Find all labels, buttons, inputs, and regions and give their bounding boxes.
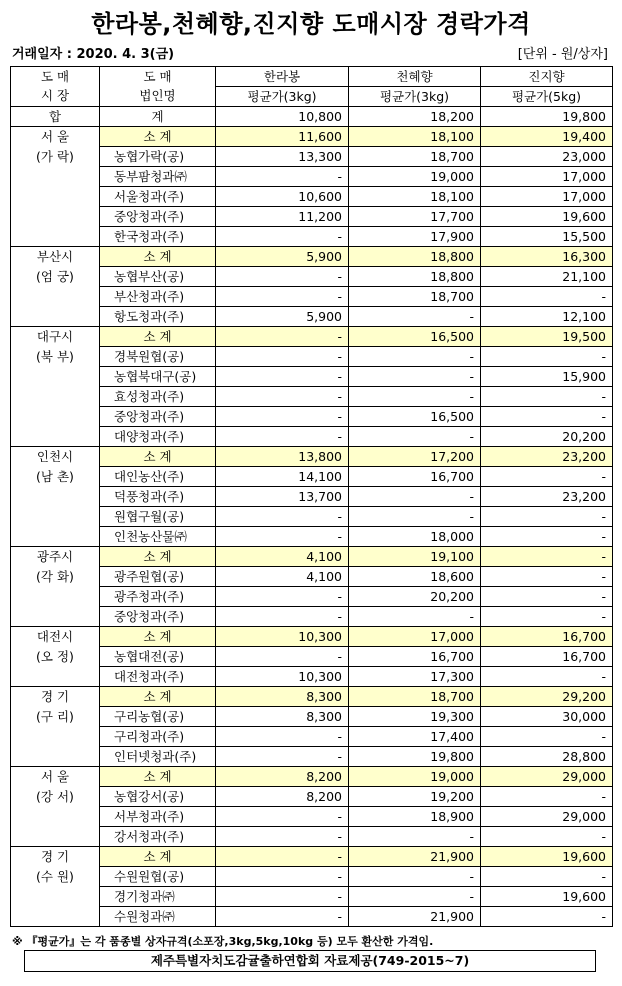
price-cell: 23,000 <box>481 147 613 167</box>
subtotal-row <box>11 547 613 567</box>
table-row <box>11 407 613 427</box>
price-cell: 29,200 <box>481 687 613 707</box>
price-cell: 18,700 <box>349 287 481 307</box>
price-cell: - <box>216 167 349 187</box>
subtotal-label: 소 계 <box>100 247 216 267</box>
price-cell: - <box>349 867 481 887</box>
source-box: 제주특별자치도감귤출하연합회 자료제공(749-2015~7) <box>24 950 596 972</box>
header-price-unit: 평균가(3kg) <box>216 87 349 107</box>
price-cell: 16,700 <box>481 627 613 647</box>
market-cell <box>11 627 100 687</box>
table-row <box>11 487 613 507</box>
price-table <box>10 66 613 927</box>
table-row <box>11 807 613 827</box>
header-price-unit: 평균가(5kg) <box>481 87 613 107</box>
price-cell: 11,600 <box>216 127 349 147</box>
subtotal-label: 소 계 <box>100 327 216 347</box>
subtotal-label: 소 계 <box>100 627 216 647</box>
price-cell: - <box>216 287 349 307</box>
price-cell: 17,400 <box>349 727 481 747</box>
price-cell: 17,200 <box>349 447 481 467</box>
price-cell: - <box>481 507 613 527</box>
price-cell: - <box>481 787 613 807</box>
table-row <box>11 307 613 327</box>
price-cell: 8,300 <box>216 687 349 707</box>
corp-name: 동부팜청과㈜ <box>100 167 216 187</box>
market-area: (구 리) <box>36 709 74 724</box>
price-cell: 4,100 <box>216 567 349 587</box>
market-area: (엄 궁) <box>36 269 74 284</box>
table-row <box>11 427 613 447</box>
footnote: ※ 『평균가』는 각 품종별 상자규격(소포장,3kg,5kg,10kg 등) 모두 환산한 가격임. <box>12 935 434 948</box>
subtotal-label: 소 계 <box>100 127 216 147</box>
header-price-unit: 평균가(3kg) <box>349 87 481 107</box>
price-cell: - <box>481 667 613 687</box>
table-row <box>11 187 613 207</box>
price-cell: - <box>481 347 613 367</box>
market-area: (오 정) <box>36 649 74 664</box>
price-cell: - <box>481 527 613 547</box>
subtotal-row <box>11 327 613 347</box>
market-area: (수 원) <box>36 869 74 884</box>
price-cell: 8,200 <box>216 767 349 787</box>
price-cell: 19,500 <box>481 327 613 347</box>
corp-name: 한국청과(주) <box>100 227 216 247</box>
market-cell <box>11 547 100 627</box>
price-cell: - <box>481 907 613 927</box>
market-name: 대전시 <box>36 629 74 644</box>
header-product: 천혜향 <box>349 67 481 87</box>
price-cell: 17,000 <box>349 627 481 647</box>
subtotal-row <box>11 847 613 867</box>
price-cell: 14,100 <box>216 467 349 487</box>
price-cell: - <box>216 527 349 547</box>
price-cell: 10,300 <box>216 667 349 687</box>
header-product: 진지향 <box>481 67 613 87</box>
price-cell: - <box>349 367 481 387</box>
price-cell: 18,000 <box>349 527 481 547</box>
price-cell: 8,200 <box>216 787 349 807</box>
price-cell: - <box>216 607 349 627</box>
price-cell: - <box>216 867 349 887</box>
price-cell: 18,100 <box>349 187 481 207</box>
table-row <box>11 347 613 367</box>
subtotal-row <box>11 127 613 147</box>
market-area: (북 부) <box>36 349 74 364</box>
market-cell <box>11 247 100 327</box>
price-cell: 16,300 <box>481 247 613 267</box>
price-cell: 19,000 <box>349 767 481 787</box>
market-area: (각 화) <box>36 569 74 584</box>
header-corp: 도 매 <box>100 67 216 87</box>
market-name: 인천시 <box>36 449 74 464</box>
market-area: (가 락) <box>36 149 74 164</box>
corp-name: 광주원협(공) <box>100 567 216 587</box>
price-cell: 16,700 <box>481 647 613 667</box>
price-cell: 18,800 <box>349 267 481 287</box>
market-cell <box>11 127 100 247</box>
market-name: 서 울 <box>40 129 70 144</box>
corp-name: 농협강서(공) <box>100 787 216 807</box>
price-cell: 10,600 <box>216 187 349 207</box>
market-cell <box>11 767 100 847</box>
price-cell: - <box>216 347 349 367</box>
corp-name: 수원청과㈜ <box>100 907 216 927</box>
price-cell: 21,100 <box>481 267 613 287</box>
price-cell: - <box>349 487 481 507</box>
table-row <box>11 387 613 407</box>
price-cell: 4,100 <box>216 547 349 567</box>
table-row <box>11 707 613 727</box>
subtotal-label: 소 계 <box>100 447 216 467</box>
price-cell: 18,800 <box>349 247 481 267</box>
corp-name: 구리청과(주) <box>100 727 216 747</box>
corp-name: 중앙청과(주) <box>100 607 216 627</box>
corp-name: 대양청과(주) <box>100 427 216 447</box>
trade-date: 거래일자 : 2020. 4. 3(금) <box>12 47 175 62</box>
price-cell: 29,000 <box>481 807 613 827</box>
header-market-2: 시 장 <box>11 87 100 107</box>
unit-label: [단위 - 원/상자] <box>517 47 608 62</box>
total-value: 10,800 <box>216 107 349 127</box>
market-name: 광주시 <box>36 549 74 564</box>
market-cell <box>11 447 100 547</box>
table-row <box>11 907 613 927</box>
table-row <box>11 867 613 887</box>
subtotal-row <box>11 627 613 647</box>
total-row <box>11 107 613 127</box>
price-cell: - <box>349 347 481 367</box>
total-value: 18,200 <box>349 107 481 127</box>
corp-name: 인천농산물㈜ <box>100 527 216 547</box>
corp-name: 농협대전(공) <box>100 647 216 667</box>
price-cell: - <box>349 827 481 847</box>
price-cell: - <box>216 327 349 347</box>
total-value: 19,800 <box>481 107 613 127</box>
subtotal-label: 소 계 <box>100 547 216 567</box>
price-cell: 18,700 <box>349 147 481 167</box>
corp-name: 서울청과(주) <box>100 187 216 207</box>
price-cell: - <box>481 867 613 887</box>
price-cell: - <box>349 307 481 327</box>
price-cell: - <box>216 267 349 287</box>
table-row <box>11 727 613 747</box>
price-cell: - <box>216 367 349 387</box>
price-cell: - <box>216 727 349 747</box>
price-cell: - <box>216 907 349 927</box>
total-label: 합 <box>11 107 100 127</box>
price-cell: - <box>481 727 613 747</box>
price-cell: 11,200 <box>216 207 349 227</box>
corp-name: 항도청과(주) <box>100 307 216 327</box>
table-row <box>11 787 613 807</box>
subtotal-row <box>11 247 613 267</box>
price-cell: - <box>481 607 613 627</box>
corp-name: 중앙청과(주) <box>100 407 216 427</box>
price-cell: - <box>481 567 613 587</box>
market-name: 경 기 <box>40 689 70 704</box>
table-row <box>11 147 613 167</box>
price-cell: 19,600 <box>481 207 613 227</box>
subtotal-label: 소 계 <box>100 767 216 787</box>
price-cell: 16,500 <box>349 327 481 347</box>
price-cell: 19,000 <box>349 167 481 187</box>
price-cell: 20,200 <box>349 587 481 607</box>
price-cell: - <box>216 647 349 667</box>
price-cell: 23,200 <box>481 487 613 507</box>
price-cell: 30,000 <box>481 707 613 727</box>
market-cell <box>11 687 100 767</box>
table-row <box>11 227 613 247</box>
price-cell: 21,900 <box>349 847 481 867</box>
subtotal-label: 소 계 <box>100 847 216 867</box>
header-corp-2: 법인명 <box>100 87 216 107</box>
market-name: 부산시 <box>36 249 74 264</box>
corp-name: 구리농협(공) <box>100 707 216 727</box>
price-cell: - <box>349 887 481 907</box>
market-name: 대구시 <box>36 329 74 344</box>
price-cell: - <box>216 747 349 767</box>
subtotal-row <box>11 687 613 707</box>
table-row <box>11 527 613 547</box>
table-row <box>11 587 613 607</box>
price-cell: 19,300 <box>349 707 481 727</box>
corp-name: 중앙청과(주) <box>100 207 216 227</box>
page-title: 한라봉,천혜향,진지향 도매시장 경락가격 <box>91 10 531 38</box>
table-row <box>11 827 613 847</box>
price-cell: 20,200 <box>481 427 613 447</box>
table-row <box>11 367 613 387</box>
price-cell: 13,800 <box>216 447 349 467</box>
price-cell: 19,200 <box>349 787 481 807</box>
header-market: 도 매 <box>11 67 100 87</box>
market-name: 경 기 <box>40 849 70 864</box>
price-cell: 5,900 <box>216 307 349 327</box>
price-cell: - <box>481 587 613 607</box>
corp-name: 효성청과(주) <box>100 387 216 407</box>
price-cell: - <box>481 547 613 567</box>
corp-name: 인터넷청과(주) <box>100 747 216 767</box>
corp-name: 농협가락(공) <box>100 147 216 167</box>
price-cell: - <box>481 387 613 407</box>
table-row <box>11 647 613 667</box>
market-area: (남 촌) <box>36 469 74 484</box>
total-label-2: 계 <box>100 107 216 127</box>
price-cell: - <box>216 587 349 607</box>
price-cell: 19,400 <box>481 127 613 147</box>
price-cell: 17,700 <box>349 207 481 227</box>
price-cell: - <box>349 387 481 407</box>
market-name: 서 울 <box>40 769 70 784</box>
price-cell: 18,600 <box>349 567 481 587</box>
table-row <box>11 167 613 187</box>
price-cell: 18,900 <box>349 807 481 827</box>
subtotal-label: 소 계 <box>100 687 216 707</box>
price-cell: 5,900 <box>216 247 349 267</box>
subtotal-row <box>11 767 613 787</box>
price-cell: - <box>481 827 613 847</box>
corp-name: 광주청과(주) <box>100 587 216 607</box>
table-row <box>11 267 613 287</box>
price-cell: 29,000 <box>481 767 613 787</box>
table-row <box>11 567 613 587</box>
price-cell: 17,000 <box>481 167 613 187</box>
price-cell: - <box>216 407 349 427</box>
corp-name: 경북원협(공) <box>100 347 216 367</box>
table-row <box>11 287 613 307</box>
price-cell: 10,300 <box>216 627 349 647</box>
price-cell: 21,900 <box>349 907 481 927</box>
price-cell: 18,100 <box>349 127 481 147</box>
corp-name: 대인농산(주) <box>100 467 216 487</box>
price-cell: 17,900 <box>349 227 481 247</box>
table-row <box>11 207 613 227</box>
corp-name: 서부청과(주) <box>100 807 216 827</box>
price-cell: - <box>349 427 481 447</box>
price-cell: 8,300 <box>216 707 349 727</box>
corp-name: 수원원협(공) <box>100 867 216 887</box>
corp-name: 원협구월(공) <box>100 507 216 527</box>
corp-name: 농협북대구(공) <box>100 367 216 387</box>
price-cell: - <box>216 507 349 527</box>
price-cell: 13,300 <box>216 147 349 167</box>
price-cell: 16,500 <box>349 407 481 427</box>
price-cell: - <box>349 507 481 527</box>
corp-name: 부산청과(주) <box>100 287 216 307</box>
price-cell: 17,300 <box>349 667 481 687</box>
price-cell: 19,100 <box>349 547 481 567</box>
price-cell: - <box>216 887 349 907</box>
price-cell: - <box>349 607 481 627</box>
price-cell: 16,700 <box>349 467 481 487</box>
corp-name: 대전청과(주) <box>100 667 216 687</box>
price-cell: 15,500 <box>481 227 613 247</box>
table-row <box>11 467 613 487</box>
price-cell: - <box>216 827 349 847</box>
price-cell: 13,700 <box>216 487 349 507</box>
table-row <box>11 507 613 527</box>
price-cell: 15,900 <box>481 367 613 387</box>
market-cell <box>11 847 100 927</box>
price-cell: - <box>216 807 349 827</box>
price-cell: 18,700 <box>349 687 481 707</box>
corp-name: 덕풍청과(주) <box>100 487 216 507</box>
price-cell: 19,600 <box>481 887 613 907</box>
corp-name: 강서청과(주) <box>100 827 216 847</box>
price-cell: 28,800 <box>481 747 613 767</box>
price-cell: 12,100 <box>481 307 613 327</box>
table-row <box>11 747 613 767</box>
price-cell: 19,600 <box>481 847 613 867</box>
price-cell: 17,000 <box>481 187 613 207</box>
price-cell: 16,700 <box>349 647 481 667</box>
table-row <box>11 607 613 627</box>
price-cell: - <box>216 227 349 247</box>
price-cell: - <box>216 847 349 867</box>
corp-name: 경기청과㈜ <box>100 887 216 907</box>
price-cell: - <box>481 407 613 427</box>
header-product: 한라봉 <box>216 67 349 87</box>
subtotal-row <box>11 447 613 467</box>
price-cell: - <box>216 427 349 447</box>
price-cell: 19,800 <box>349 747 481 767</box>
table-row <box>11 887 613 907</box>
table-row <box>11 667 613 687</box>
corp-name: 농협부산(공) <box>100 267 216 287</box>
price-cell: 23,200 <box>481 447 613 467</box>
price-cell: - <box>216 387 349 407</box>
market-area: (강 서) <box>36 789 74 804</box>
price-cell: - <box>481 287 613 307</box>
market-cell <box>11 327 100 447</box>
price-cell: - <box>481 467 613 487</box>
